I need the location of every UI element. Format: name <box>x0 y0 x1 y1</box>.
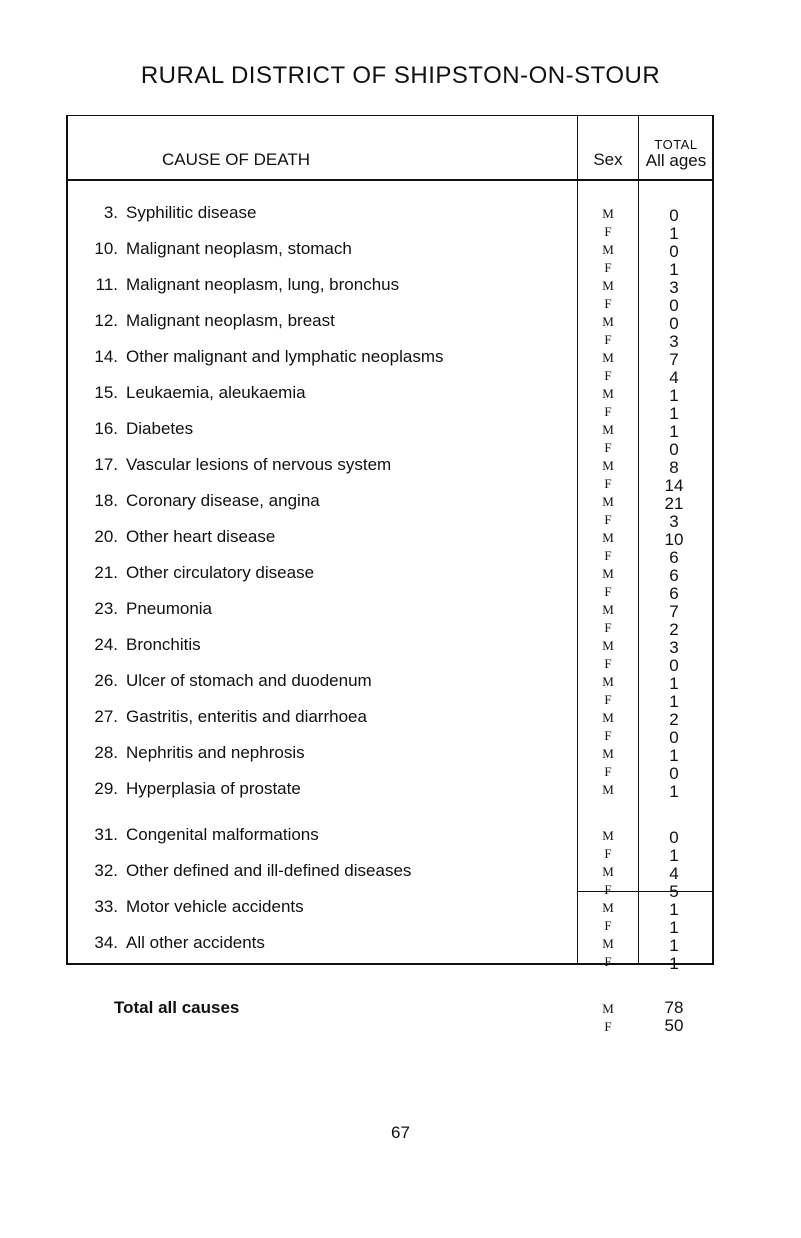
row-number: 15. <box>94 383 118 402</box>
sex-f: F <box>604 296 612 311</box>
cause-label: Diabetes <box>126 419 194 438</box>
row-number: 18. <box>94 491 118 510</box>
cause-label: Leukaemia, aleukaemia <box>126 383 306 402</box>
value-m: 6 <box>669 566 679 585</box>
cause-label: Malignant neoplasm, breast <box>126 311 335 330</box>
sex-m: M <box>602 458 614 473</box>
value-f: 1 <box>669 954 679 973</box>
value-f: 1 <box>669 404 679 423</box>
sex-m: M <box>602 828 614 843</box>
value-f: 0 <box>669 764 679 783</box>
total-row <box>66 902 714 1035</box>
cause-label: Vascular lesions of nervous system <box>126 455 392 474</box>
row-number: 10. <box>94 239 118 258</box>
value-f: 2 <box>669 620 679 639</box>
sex-f: F <box>604 404 612 419</box>
value-f: 0 <box>669 728 679 747</box>
row-number: 3. <box>103 203 118 222</box>
header-cause: CAUSE OF DEATH <box>162 150 310 169</box>
sex-m: M <box>602 422 614 437</box>
sex-f: F <box>604 368 612 383</box>
row-number: 16. <box>94 419 118 438</box>
value-m: 1 <box>669 422 679 441</box>
value-f: 4 <box>669 368 679 387</box>
cause-label: Other defined and ill-defined diseases <box>126 861 412 880</box>
page-number: 67 <box>391 1123 410 1142</box>
value-f: 6 <box>669 584 679 603</box>
value-m: 8 <box>669 458 679 477</box>
cause-label: Nephritis and nephrosis <box>126 743 305 762</box>
sex-m: M <box>602 206 614 221</box>
sex-m: M <box>602 530 614 545</box>
value-m: 4 <box>669 864 679 883</box>
cause-label: Other malignant and lymphatic neoplasms <box>126 347 444 366</box>
value-m: 1 <box>669 386 679 405</box>
value-m: 10 <box>664 530 684 549</box>
sex-m: M <box>602 350 614 365</box>
row-number: 32. <box>94 861 118 880</box>
sex-m: M <box>602 278 614 293</box>
table-top-border <box>66 115 714 116</box>
sex-m: M <box>602 864 614 879</box>
cause-label: Motor vehicle accidents <box>126 897 304 916</box>
sex-f: F <box>604 260 612 275</box>
value-f: 5 <box>669 882 679 901</box>
value-f: 1 <box>669 224 679 243</box>
cause-label: Gastritis, enteritis and diarrhoea <box>126 707 367 726</box>
value-m: 7 <box>669 350 679 369</box>
value-m: 1 <box>669 674 679 693</box>
row-number: 29. <box>94 779 118 798</box>
total-sex-m: M <box>602 1001 614 1016</box>
sex-f: F <box>604 846 612 861</box>
sex-f: F <box>604 440 612 455</box>
value-f: 14 <box>664 476 684 495</box>
table-row <box>66 779 714 821</box>
sex-f: F <box>604 584 612 599</box>
sex-f: F <box>604 918 612 933</box>
sex-m: M <box>602 782 614 797</box>
row-number: 11. <box>95 275 118 294</box>
sex-f: F <box>604 332 612 347</box>
value-m: 0 <box>669 828 679 847</box>
total-sex-f: F <box>604 1019 612 1034</box>
sex-f: F <box>604 548 612 563</box>
value-m: 1 <box>669 746 679 765</box>
sex-f: F <box>604 728 612 743</box>
total-label: Total all causes <box>114 998 240 1017</box>
sex-f: F <box>604 954 612 969</box>
value-f: 1 <box>669 692 679 711</box>
cause-label: Syphilitic disease <box>126 203 257 222</box>
row-number: 20. <box>94 527 118 546</box>
row-number: 21. <box>94 563 118 582</box>
row-number: 31. <box>94 825 118 844</box>
total-value-f: 50 <box>664 1016 684 1035</box>
row-number: 12. <box>94 311 118 330</box>
value-m: 1 <box>669 900 679 919</box>
sex-m: M <box>602 314 614 329</box>
cause-label: Congenital malformations <box>126 825 319 844</box>
sex-m: M <box>602 566 614 581</box>
value-m: 0 <box>669 206 679 225</box>
header-total-bottom: All ages <box>645 151 707 170</box>
value-f: 1 <box>669 918 679 937</box>
value-f: 6 <box>669 548 679 567</box>
value-f: 0 <box>669 656 679 675</box>
cause-label: Coronary disease, angina <box>126 491 320 510</box>
row-number: 26. <box>94 671 118 690</box>
sex-m: M <box>602 746 614 761</box>
cause-label: Hyperplasia of prostate <box>126 779 301 798</box>
header-total-top: TOTAL <box>654 137 698 152</box>
cause-label: Pneumonia <box>126 599 213 618</box>
row-number: 17. <box>94 455 118 474</box>
sex-m: M <box>602 710 614 725</box>
sex-m: M <box>602 900 614 915</box>
sex-m: M <box>602 674 614 689</box>
page-title: RURAL DISTRICT OF SHIPSTON-ON-STOUR <box>140 62 661 89</box>
row-number: 23. <box>94 599 118 618</box>
value-m: 3 <box>669 278 679 297</box>
row-number: 34. <box>94 933 118 952</box>
cause-label: Malignant neoplasm, stomach <box>126 239 352 258</box>
row-number: 27. <box>94 707 118 726</box>
value-m: 1 <box>669 936 679 955</box>
row-number: 14. <box>94 347 118 366</box>
sex-m: M <box>602 602 614 617</box>
sex-m: M <box>602 494 614 509</box>
cause-label: Ulcer of stomach and duodenum <box>126 671 372 690</box>
value-f: 1 <box>669 846 679 865</box>
row-number: 33. <box>94 897 118 916</box>
sex-m: M <box>602 936 614 951</box>
value-f: 3 <box>669 512 679 531</box>
value-m: 3 <box>669 638 679 657</box>
sex-f: F <box>604 882 612 897</box>
sex-m: M <box>602 242 614 257</box>
value-m: 21 <box>664 494 684 513</box>
sex-f: F <box>604 512 612 527</box>
cause-label: Malignant neoplasm, lung, bronchus <box>126 275 400 294</box>
mortality-table <box>66 115 714 1035</box>
sex-f: F <box>604 764 612 779</box>
cause-label: All other accidents <box>126 933 265 952</box>
value-m: 1 <box>669 782 679 801</box>
sex-f: F <box>604 476 612 491</box>
value-m: 2 <box>669 710 679 729</box>
sex-m: M <box>602 638 614 653</box>
value-f: 3 <box>669 332 679 351</box>
header-separator <box>66 179 714 181</box>
value-f: 0 <box>669 440 679 459</box>
value-f: 0 <box>669 296 679 315</box>
sex-f: F <box>604 692 612 707</box>
cause-label: Bronchitis <box>126 635 201 654</box>
value-m: 0 <box>669 242 679 261</box>
sex-f: F <box>604 224 612 239</box>
cause-label: Other heart disease <box>126 527 276 546</box>
row-number: 28. <box>94 743 118 762</box>
value-f: 1 <box>669 260 679 279</box>
header-sex: Sex <box>593 150 623 169</box>
value-m: 7 <box>669 602 679 621</box>
total-value-m: 78 <box>664 998 684 1017</box>
cause-label: Other circulatory disease <box>126 563 315 582</box>
sex-f: F <box>604 620 612 635</box>
sex-m: M <box>602 386 614 401</box>
sex-f: F <box>604 656 612 671</box>
row-number: 24. <box>94 635 118 654</box>
value-m: 0 <box>669 314 679 333</box>
